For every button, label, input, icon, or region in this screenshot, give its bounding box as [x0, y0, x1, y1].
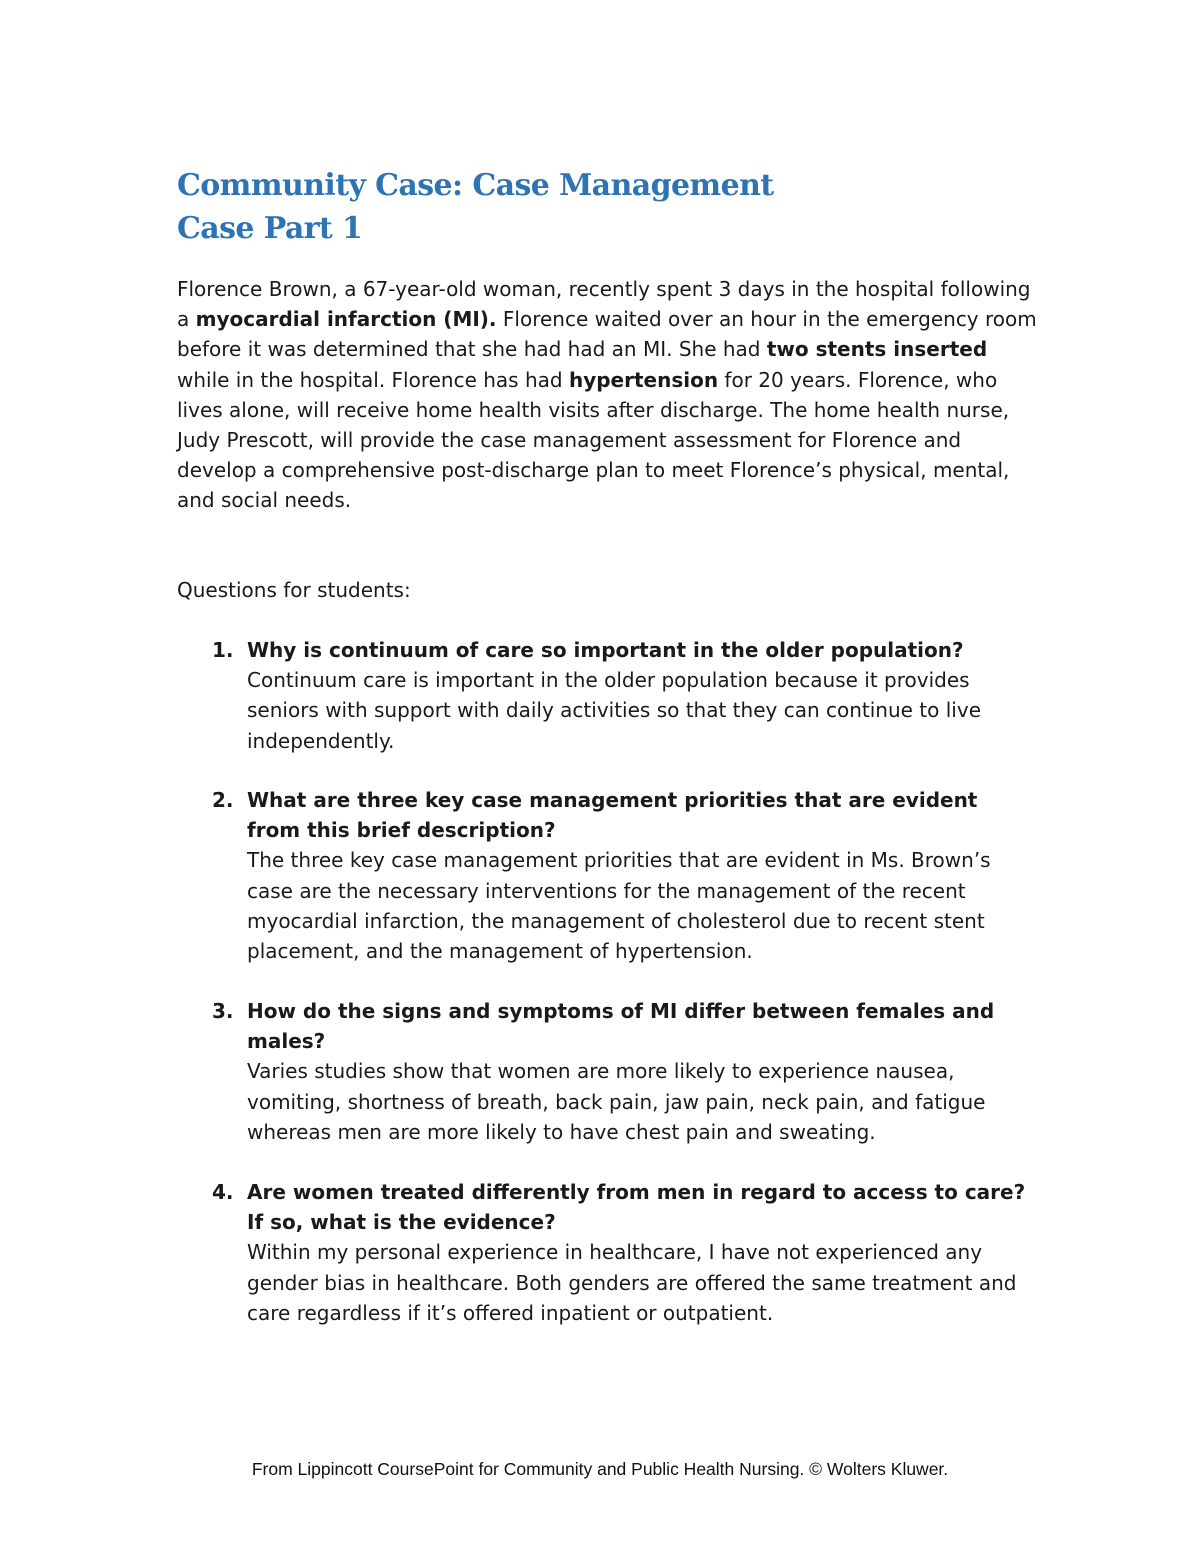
intro-bold-hypertension: hypertension: [568, 367, 719, 392]
intro-bold-stents: two stents inserted: [766, 337, 988, 362]
question-item-3: [177, 996, 1037, 1147]
question-number: 2.: [212, 788, 234, 812]
intro-bold-mi: myocardial infarction (MI).: [195, 307, 497, 332]
document-heading: [177, 164, 774, 250]
question-text: Are women treated differently from men in regard to access to care? If so, what is the evidence?: [247, 1180, 1026, 1235]
intro-text-2: Florence waited over an hour in the emergency room before it was determined that she had had an MI. She had: [177, 307, 1037, 362]
answer-text: Varies studies show that women are more likely to experience nausea, vomiting, shortness of breath, back pain, jaw pain, neck pain, and fatigue whereas men are more likely to have chest pain and sweating.: [247, 1059, 986, 1144]
intro-text-3: while in the hospital. Florence has had: [177, 367, 569, 392]
question-item-1: [177, 635, 1037, 756]
question-item-2: [177, 785, 1037, 966]
page-footer: From Lippincott CoursePoint for Community and Public Health Nursing. © Wolters Kluwer.: [251, 1459, 949, 1479]
question-number: 3.: [212, 999, 234, 1023]
answer-text: The three key case management priorities that are evident in Ms. Brown’s case are the necessary interventions for the management of the recent myocardial infarction, the management of cholesterol due to recent stent placement, and the management of hypertension.: [247, 848, 991, 964]
answer-text: Continuum care is important in the older population because it provides seniors with support with daily activities so that they can continue to live independently.: [247, 668, 981, 753]
question-item-4: [177, 1177, 1037, 1328]
question-number: 4.: [212, 1180, 234, 1204]
questions-prompt: Questions for students:: [177, 578, 411, 602]
question-number: 1.: [212, 638, 234, 662]
intro-text-4: for 20 years. Florence, who lives alone, will receive home health visits after discharge. The home health nurse, Judy Prescott, will provide the case management assessment for Florence and develop a comprehensive post-discharge plan to meet Florence’s physical, mental, and social needs.: [177, 367, 1010, 513]
question-text: Why is continuum of care so important in the older population?: [247, 638, 964, 662]
question-text: How do the signs and symptoms of MI differ between females and males?: [247, 999, 995, 1054]
case-intro-paragraph: [177, 274, 1037, 516]
intro-text-1: Florence Brown, a 67-year-old woman, recently spent 3 days in the hospital following a: [177, 277, 1031, 332]
page-subtitle: Case Part 1: [177, 211, 363, 246]
question-text: What are three key case management priorities that are evident from this brief description?: [247, 788, 978, 843]
page-title: Community Case: Case Management: [177, 168, 774, 203]
answer-text: Within my personal experience in healthcare, I have not experienced any gender bias in healthcare. Both genders are offered the same treatment and care regardless if it’s offered inpatient or outpatient.: [247, 1240, 1017, 1325]
